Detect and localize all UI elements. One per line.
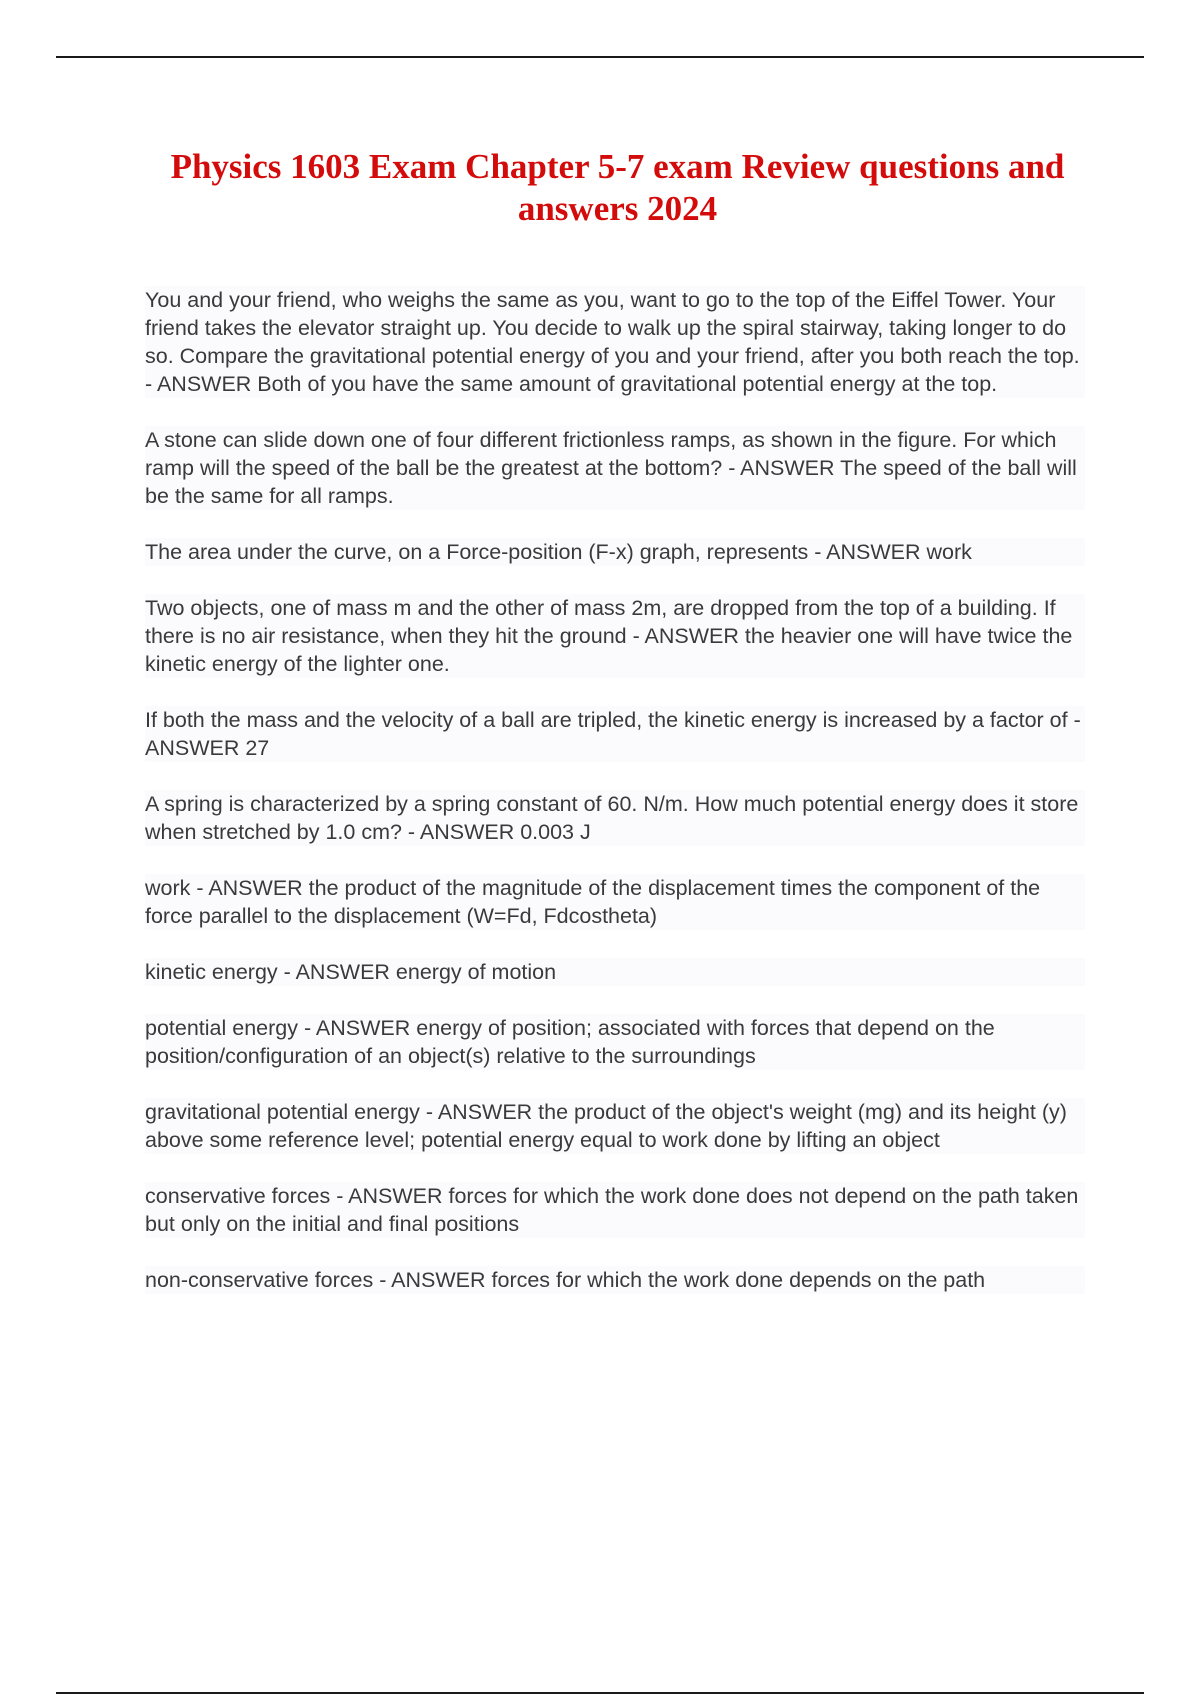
qa-item: A stone can slide down one of four different frictionless ramps, as shown in the figure. For which ramp will the speed of the ball be the greatest at the bottom? - ANSWER The speed of the ball will be the same for all ramps. [145, 426, 1085, 510]
qa-item: gravitational potential energy - ANSWER the product of the object's weight (mg) and its height (y) above some reference level; potential energy equal to work done by lifting an object [145, 1098, 1085, 1154]
qa-item: You and your friend, who weighs the same as you, want to go to the top of the Eiffel Tower. Your friend takes the elevator straight up. You decide to walk up the spiral stairway, taking longer to do so. Compare the gravitational potential energy of you and your friend, after you both reach the top. - ANSWER Both of you have the same amount of gravitational potential energy at the top. [145, 286, 1085, 398]
qa-item: If both the mass and the velocity of a ball are tripled, the kinetic energy is increased by a factor of - ANSWER 27 [145, 706, 1085, 762]
qa-item: non-conservative forces - ANSWER forces for which the work done depends on the path [145, 1266, 1085, 1294]
qa-item: A spring is characterized by a spring constant of 60. N/m. How much potential energy does it store when stretched by 1.0 cm? - ANSWER 0.003 J [145, 790, 1085, 846]
qa-item: work - ANSWER the product of the magnitude of the displacement times the component of the force parallel to the displacement (W=Fd, Fdcostheta) [145, 874, 1085, 930]
qa-list [145, 286, 1095, 1322]
top-rule [56, 56, 1144, 58]
qa-item: potential energy - ANSWER energy of position; associated with forces that depend on the position/configuration of an object(s) relative to the surroundings [145, 1014, 1085, 1070]
qa-item: kinetic energy - ANSWER energy of motion [145, 958, 1085, 986]
bottom-rule [56, 1692, 1144, 1694]
qa-item: conservative forces - ANSWER forces for which the work done does not depend on the path taken but only on the initial and final positions [145, 1182, 1085, 1238]
qa-item: Two objects, one of mass m and the other of mass 2m, are dropped from the top of a building. If there is no air resistance, when they hit the ground - ANSWER the heavier one will have twice the kinetic energy of the lighter one. [145, 594, 1085, 678]
page-title: Physics 1603 Exam Chapter 5-7 exam Review questions and answers 2024 [170, 147, 1065, 228]
qa-item: The area under the curve, on a Force-position (F-x) graph, represents - ANSWER work [145, 538, 1085, 566]
